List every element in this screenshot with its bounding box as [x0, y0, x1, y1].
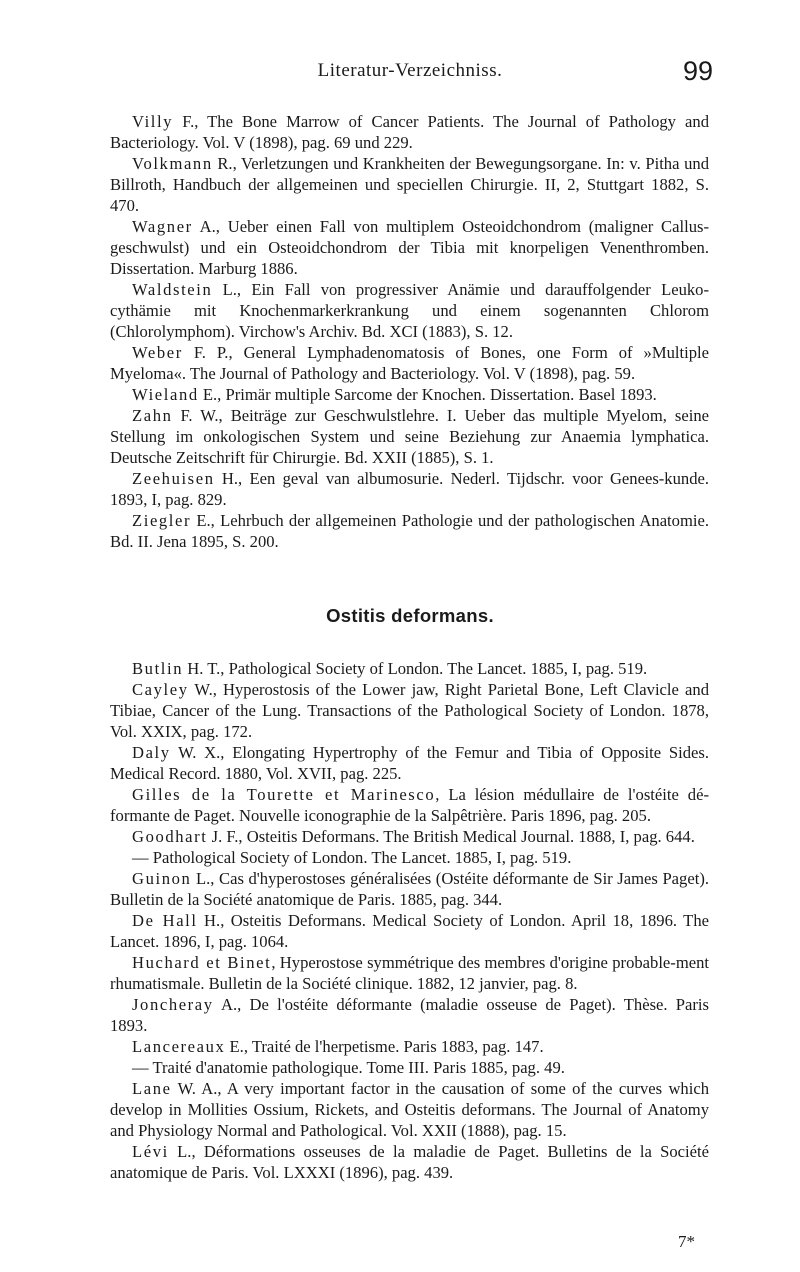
bibliography-entry [110, 742, 709, 784]
entry-text: J. F., Osteitis Deformans. The British Medical Journal. 1888, I, pag. 644. [207, 827, 695, 846]
entry-text: L., Cas d'hyperostoses généralisées (Ostéite déformante de Sir James Paget). Bulletin de la Société anatomique de Paris. 1885, pag. 344. [110, 869, 709, 909]
bibliography-entry [110, 153, 709, 216]
entry-author: Weber [132, 343, 183, 362]
entry-text: E., Primär multiple Sarcome der Knochen. Dissertation. Basel 1893. [198, 385, 657, 404]
signature-mark: 7* [678, 1232, 695, 1251]
entry-author: Joncheray [132, 995, 214, 1014]
bibliography-entry [110, 1057, 709, 1078]
entry-text: W., Hyperostosis of the Lower jaw, Right Parietal Bone, Left Clavicle and Tibiae, Cancer of the Lung. Transactions of the Pathological Society of London. 1878, Vol. XXIX, pag. 172. [110, 680, 709, 741]
entry-author: Ziegler [132, 511, 192, 530]
bibliography-entry [110, 342, 709, 384]
entry-author: Lévi [132, 1142, 169, 1161]
entry-text: , La lésion médullaire de l'ostéite dé-formante de Paget. Nouvelle iconographie de la Salpêtrière. Paris 1896, pag. 205. [110, 785, 709, 825]
bibliography-entry [110, 1036, 709, 1057]
bibliography-entry [110, 1141, 709, 1183]
entry-author: Goodhart [132, 827, 208, 846]
entry-author: Daly [132, 743, 171, 762]
bibliography-entry [110, 952, 709, 994]
entry-text: W. A., A very important factor in the causation of some of the curves which develop in Mollities Ossium, Rickets, and Osteitis deformans. The Journal of Anatomy and Physiology Normal and Pathological. Vol. XXII (1888), pag. 15. [110, 1079, 709, 1140]
bibliography-entry [110, 679, 709, 742]
entry-text: W. X., Elongating Hypertrophy of the Femur and Tibia of Opposite Sides. Medical Record. 1880, Vol. XVII, pag. 225. [110, 743, 709, 783]
entry-text: A., De l'ostéite déformante (maladie osseuse de Paget). Thèse. Paris 1893. [110, 995, 709, 1035]
bibliography-entry [110, 658, 709, 679]
bibliography-entry [110, 468, 709, 510]
entry-text: L., Ein Fall von progressiver Anämie und darauffolgender Leuko-cythämie mit Knochenmarkerkrankung und einem sogenannten Chlorom (Chlorolymphom). Virchow's Archiv. Bd. XCI (1883), S. 12. [110, 280, 709, 341]
entry-author: Huchard et Binet [132, 953, 272, 972]
page-number: 99 [682, 56, 713, 86]
entry-author: Butlin [132, 659, 184, 678]
entry-author: Wagner [132, 217, 193, 236]
entry-author: De Hall [132, 911, 198, 930]
entry-text: H., Een geval van albumosurie. Nederl. Tijdschr. voor Genees-kunde. 1893, I, pag. 829. [110, 469, 709, 509]
entry-author: Gilles de la Tourette et Marinesco [132, 785, 436, 804]
entry-text: — Traité d'anatomie pathologique. Tome III. Paris 1885, pag. 49. [132, 1058, 565, 1077]
bibliography-entry [110, 510, 709, 552]
entry-author: Zahn [132, 406, 173, 425]
bibliography-entry [110, 111, 709, 153]
entry-text: F. W., Beiträge zur Geschwulstlehre. I. Ueber das multiple Myelom, seine Stellung im onkologischen System und seine Beziehung zur Anaemia lymphatica. Deutsche Zeitschrift für Chirurgie. Bd. XXII (1885), S. 1. [110, 406, 709, 467]
bibliography-entry [110, 279, 709, 342]
entry-text: R., Verletzungen und Krankheiten der Bewegungsorgane. In: v. Pitha und Billroth, Handbuch der allgemeinen und speciellen Chirurgie. II, 2, Stuttgart 1882, S. 470. [110, 154, 709, 215]
running-title: Literatur-Verzeichniss. [317, 60, 503, 81]
bibliography-entry [110, 784, 709, 826]
entry-text: F. P., General Lymphadenomatosis of Bones, one Form of »Multiple Myeloma«. The Journal of Pathology and Bacteriology. Vol. V (1898), pag. 59. [110, 343, 709, 383]
bibliography-entry [110, 910, 709, 952]
bibliography-entry [110, 847, 709, 868]
entry-text: , Hyperostose symmétrique des membres d'origine probable-ment rhumatismale. Bulletin de la Société clinique. 1882, 12 janvier, pag. 8. [110, 953, 710, 993]
entry-text: A., Ueber einen Fall von multiplem Osteoidchondrom (maligner Callus-geschwulst) und ein Osteoidchondrom der Tibia mit knorpeligen Venenthromben. Dissertation. Marburg 1886. [110, 217, 709, 278]
entry-author: Lane [132, 1079, 172, 1098]
bibliography-entry [110, 994, 709, 1036]
entry-author: Lancereaux [132, 1037, 226, 1056]
entry-author: Cayley [132, 680, 189, 699]
bibliography-entry [110, 405, 709, 468]
entry-text: E., Lehrbuch der allgemeinen Pathologie und der pathologischen Anatomie. Bd. II. Jena 1895, S. 200. [110, 511, 709, 551]
bibliography-list-top [110, 111, 709, 552]
entry-author: Zeehuisen [132, 469, 215, 488]
entry-text: H., Osteitis Deformans. Medical Society of London. April 18, 1896. The Lancet. 1896, I, pag. 1064. [110, 911, 709, 951]
entry-author: Villy [132, 112, 174, 131]
running-header [110, 56, 713, 96]
entry-text: E., Traité de l'herpetisme. Paris 1883, pag. 147. [225, 1037, 544, 1056]
bibliography-entry [110, 384, 709, 405]
bibliography-list-ostitis [110, 658, 709, 1183]
bibliography-entry [110, 826, 709, 847]
entry-author: Waldstein [132, 280, 213, 299]
entry-author: Wieland [132, 385, 199, 404]
bibliography-entry [110, 216, 709, 279]
entry-text: F., The Bone Marrow of Cancer Patients. The Journal of Pathology and Bacteriology. Vol. V (1898), pag. 69 und 229. [110, 112, 709, 152]
entry-author: Volkmann [132, 154, 213, 173]
bibliography-entry [110, 1078, 709, 1141]
entry-text: — Pathological Society of London. The Lancet. 1885, I, pag. 519. [132, 848, 572, 867]
section-heading: Ostitis deformans. [326, 605, 494, 626]
entry-text: H. T., Pathological Society of London. The Lancet. 1885, I, pag. 519. [183, 659, 648, 678]
entry-text: L., Déformations osseuses de la maladie de Paget. Bulletins de la Société anatomique de Paris. Vol. LXXXI (1896), pag. 439. [110, 1142, 709, 1182]
entry-author: Guinon [132, 869, 192, 888]
bibliography-entry [110, 868, 709, 910]
